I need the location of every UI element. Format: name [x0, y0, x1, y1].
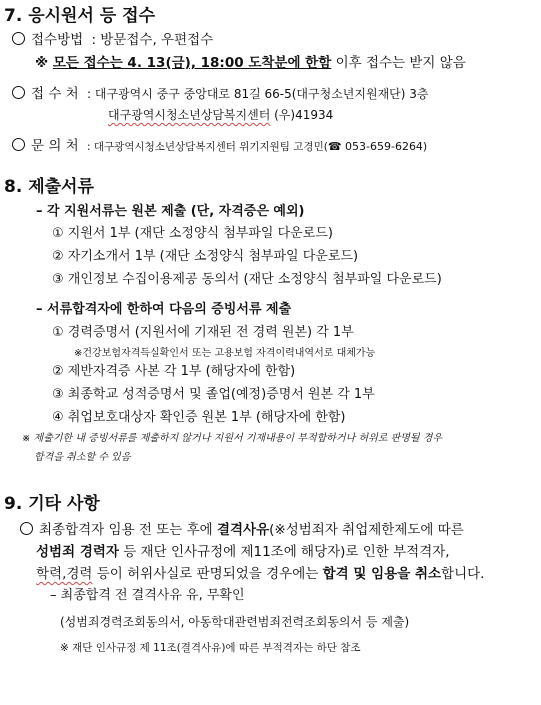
disqual-text: 등이 허위사실로 판명되었을 경우에는 — [92, 566, 323, 582]
group1-title: – 각 지원서류는 원본 제출 (단, 자격증은 예외) — [36, 204, 305, 219]
group2-title: – 서류합격자에 한하여 다음의 증빙서류 제출 — [36, 302, 292, 317]
address-postal: (우)41934 — [270, 108, 334, 122]
check-line: – 최종합격 전 결격사유 유, 무확인 — [50, 588, 245, 603]
notice-deadline: 모든 접수는 4. 13(금), 18:00 도착분에 한함 — [52, 55, 332, 71]
bullet-circle-icon — [12, 86, 25, 99]
cancel-keyword: 합격 및 임용을 취소 — [322, 566, 442, 582]
consent-note: (성범죄경력조회동의서, 아동학대관련범죄전력조회동의서 등 제출) — [60, 615, 410, 629]
method-label: 접수방법 — [31, 32, 84, 48]
education-career-text: 학력,경력 — [36, 566, 93, 582]
deadline-notice — [35, 55, 466, 72]
proof-item-2: ② 제반자격증 사본 각 1부 (해당자에 한함) — [52, 364, 296, 379]
sex-crime-keyword: 성범죄 경력자 — [36, 544, 119, 560]
contact-phone: ☎ 053-659-6264) — [327, 140, 428, 153]
proof-item-4: ④ 취업보호대상자 확인증 원본 1부 (해당자에 한함) — [52, 410, 346, 425]
bullet-circle-icon — [20, 522, 33, 535]
method-value: : 방문접수, 우편접수 — [91, 32, 214, 48]
address-center-name: 대구광역시청소년상담복지센터 — [108, 108, 271, 122]
address-label: 접 수 처 — [31, 86, 79, 102]
warning-line1: ※ 제출기한 내 증빙서류를 제출하지 않거나 지원서 기재내용이 부적합하거나 허위로 판명될 경우 — [22, 433, 443, 444]
address-line2 — [108, 108, 333, 123]
address-row — [12, 86, 428, 103]
doc-item-1: ① 지원서 1부 (재단 소정양식 첨부파일 다운로드) — [52, 226, 333, 241]
notice-prefix: ※ — [35, 55, 53, 71]
section-7-title: 7. 응시원서 등 접수 — [4, 6, 155, 26]
warning-line2: 합격을 취소할 수 있음 — [34, 452, 131, 463]
contact-value: : 대구광역시청소년상담복지센터 위기지원팀 고경민( — [87, 141, 328, 153]
proof-item-1-note: ※건강보험자격득실확인서 또는 고용보험 자격이력내역서로 대체가능 — [74, 348, 376, 359]
disqual-text: 합니다. — [441, 566, 485, 582]
bullet-circle-icon — [12, 32, 25, 45]
section-9-title: 9. 기타 사항 — [4, 494, 100, 514]
disqual-line3 — [36, 566, 484, 583]
disqual-line2 — [36, 544, 450, 561]
disqual-keyword: 결격사유 — [216, 522, 270, 538]
address-line1: : 대구광역시 중구 중앙대로 81길 66-5(대구청소년지원재단) 3층 — [87, 87, 429, 101]
contact-row — [12, 138, 427, 155]
disqual-text: (※성범죄자 취업제한제도에 따른 — [269, 522, 464, 538]
proof-item-1: ① 경력증명서 (지원서에 기재된 전 경력 원본) 각 1부 — [52, 325, 354, 340]
disqual-text: 등 재단 인사규정에 제11조에 해당자)로 인한 부적격자, — [118, 544, 450, 560]
disqual-text: 최종합격자 임용 전 또는 후에 — [39, 522, 217, 538]
doc-item-2: ② 자기소개서 1부 (재단 소정양식 첨부파일 다운로드) — [52, 249, 359, 264]
proof-item-3: ③ 최종학교 성적증명서 및 졸업(예정)증명서 원본 각 1부 — [52, 387, 375, 402]
method-row — [12, 32, 213, 49]
doc-item-3: ③ 개인정보 수집이용제공 동의서 (재단 소정양식 첨부파일 다운로드) — [52, 272, 442, 287]
contact-label: 문 의 처 — [31, 138, 79, 154]
section-8-title: 8. 제출서류 — [4, 177, 94, 197]
footnote: ※ 재단 인사규정 제 11조(결격사유)에 따른 부적격자는 하단 참조 — [60, 642, 361, 654]
disqual-line1 — [20, 522, 464, 539]
notice-rest: 이후 접수는 받지 않음 — [331, 55, 466, 71]
bullet-circle-icon — [12, 138, 25, 151]
